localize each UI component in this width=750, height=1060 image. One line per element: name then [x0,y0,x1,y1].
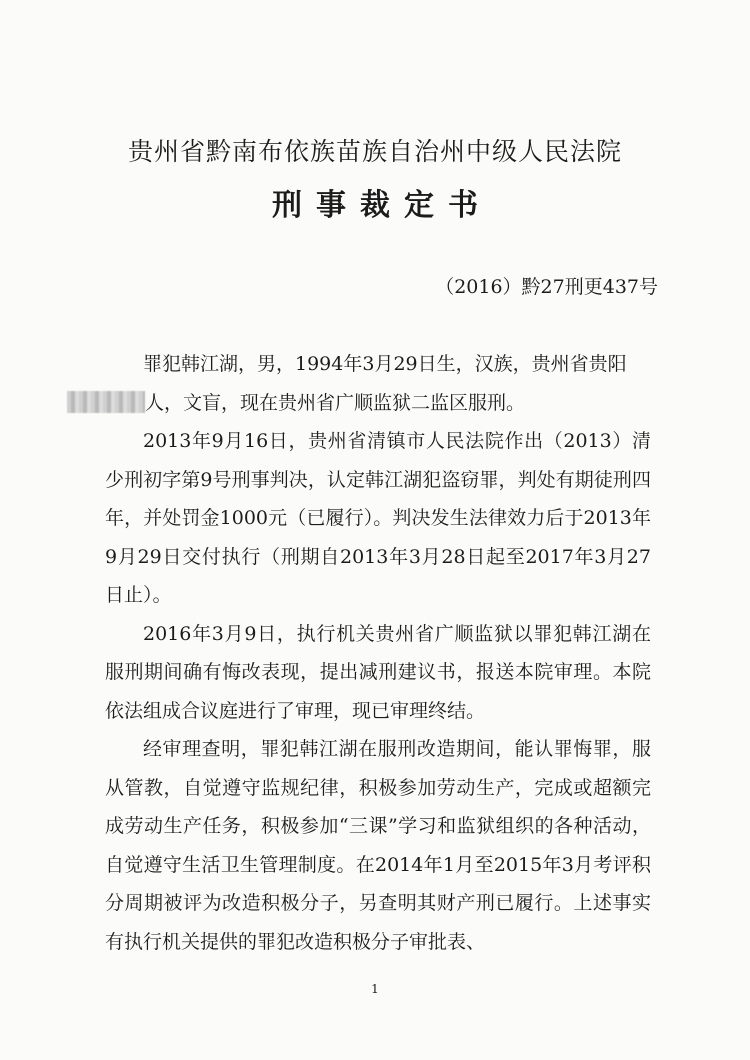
page-number: 1 [371,982,379,996]
paragraph-findings: 经审理查明，罪犯韩江湖在服刑改造期间，能认罪悔罪，服从管教，自觉遵守监规纪律，积极参加劳动生产，完成或超额完成劳动生产任务，积极参加“三课”学习和监狱组织的各种活动，自觉遵守生活卫生管理制度。在2014年1月至2015年3月考评积分周期被评为改造积极分子，另查明其财产刑已履行。上述事实有执行机关提供的罪犯改造积极分子审批表、 [105,738,651,953]
paragraph-defendant-info-line2: 人，文盲，现在贵州省广顺监狱二监区服刑。 [145,391,526,414]
document-title: 刑事裁定书 [272,188,492,223]
court-name: 贵州省黔南布依族苗族自治州中级人民法院 [127,137,622,166]
redacted-text [67,391,145,413]
paragraph-original-judgment: 2013年9月16日，贵州省清镇市人民法院作出（2013）清少刑初字第9号刑事判决，认定韩江湖犯盗窃罪，判处有期徒刑四年，并处罚金1000元（已履行）。判决发生法律效力后于2013年9月29日交付执行（刑期自2013年3月28日起至2017年3月27日止）。 [105,430,651,606]
paragraph-defendant-info-line1: 罪犯韩江湖，男，1994年3月29日生，汉族，贵州省贵阳 [143,353,627,375]
document-body [105,345,651,961]
paragraph-defendant-info [105,345,651,422]
paragraph-commutation-proposal: 2016年3月9日，执行机关贵州省广顺监狱以罪犯韩江湖在服刑期间确有悔改表现，提出减刑建议书，报送本院审理。本院依法组成合议庭进行了审理，现已审理终结。 [105,622,651,722]
case-number: （2016）黔27刑更437号 [435,276,658,298]
